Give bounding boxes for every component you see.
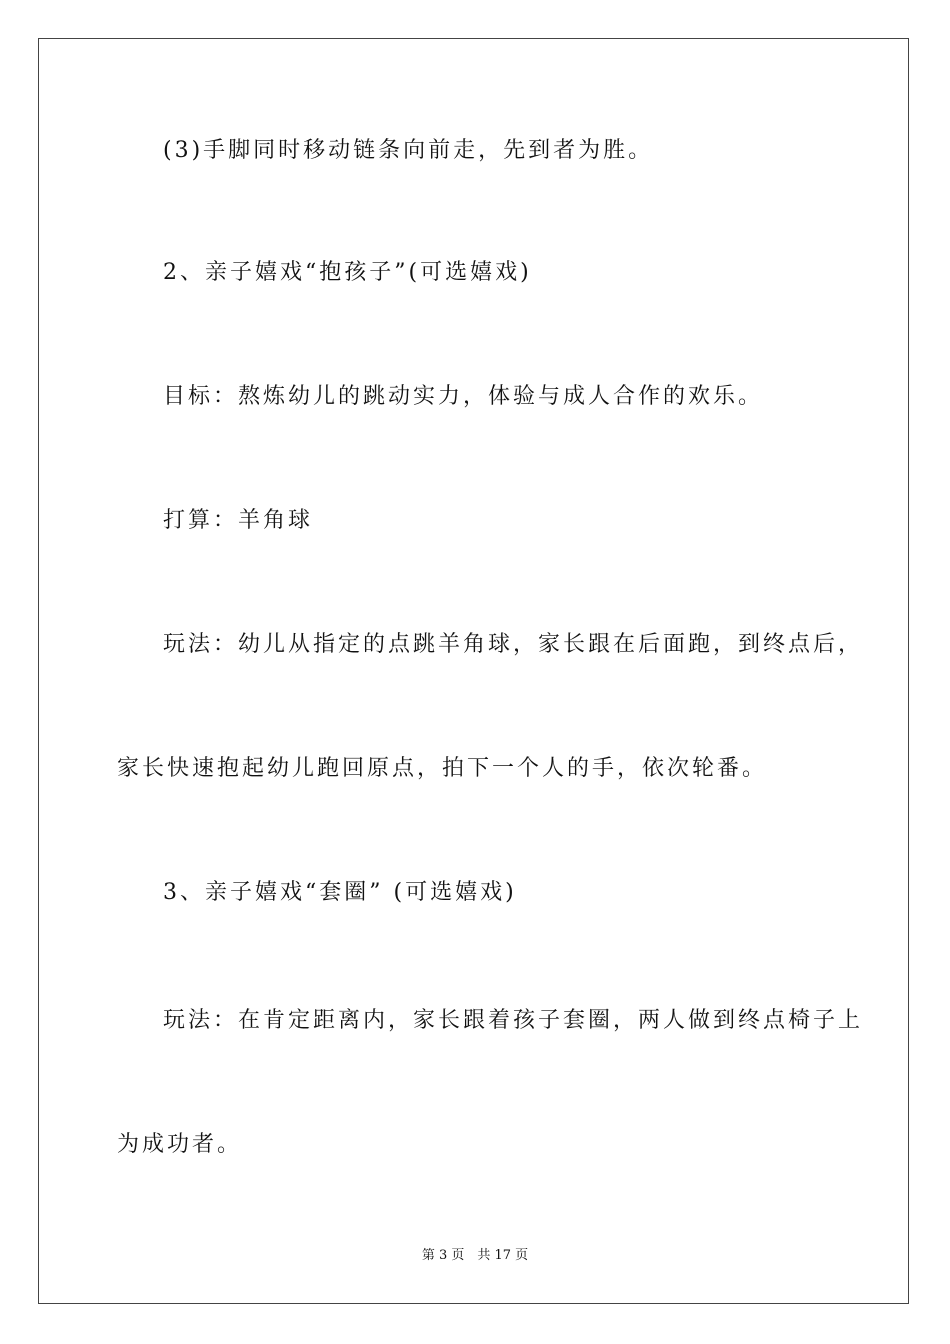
page-footer: 第 3 页 共 17 页 (421, 1248, 529, 1263)
heading-3: 3、亲子嬉戏“套圈” (可选嬉戏) (163, 880, 517, 905)
heading-2: 2、亲子嬉戏“抱孩子”(可选嬉戏) (163, 260, 532, 285)
paragraph-rules-2: 玩法：在肯定距离内，家长跟着孩子套圈，两人做到终点椅子上 (163, 1008, 864, 1033)
paragraph-rules-2-cont: 为成功者。 (117, 1132, 243, 1157)
paragraph-1: (3)手脚同时移动链条向前走，先到者为胜。 (163, 138, 654, 163)
paragraph-goal: 目标：熬炼幼儿的跳动实力，体验与成人合作的欢乐。 (163, 384, 764, 409)
paragraph-rules-1: 玩法：幼儿从指定的点跳羊角球，家长跟在后面跑，到终点后， (163, 632, 864, 657)
page-border (38, 38, 909, 1304)
paragraph-rules-1-cont: 家长快速抱起幼儿跑回原点，拍下一个人的手，依次轮番。 (117, 756, 768, 781)
paragraph-preparation: 打算：羊角球 (163, 508, 314, 533)
